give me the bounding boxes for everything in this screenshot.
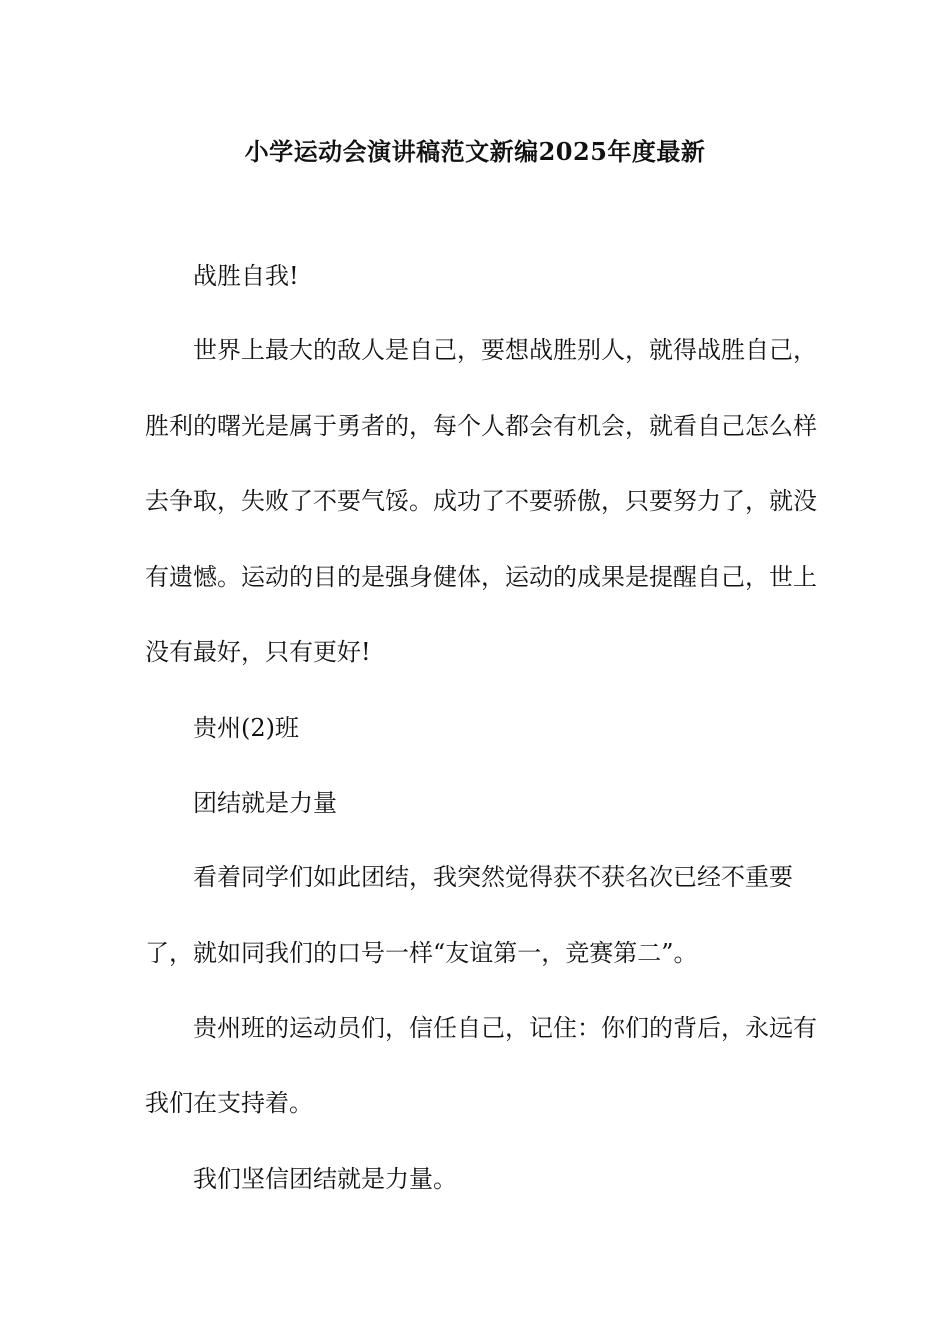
paragraph-7: 我们坚信团结就是力量。 (193, 1165, 457, 1193)
paragraph-6: 贵州班的运动员们，信任自己，记住：你们的背后，永远有我们在支持着。 (145, 1013, 817, 1118)
paragraph-5: 看着同学们如此团结，我突然觉得获不获名次已经不重要了，就如同我们的口号一样“友谊第一，竞赛第二”。 (145, 863, 793, 967)
document-title: 小学运动会演讲稿范文新编2025年度最新 (244, 137, 706, 166)
paragraph-2: 世界上最大的敌人是自己，要想战胜别人，就得战胜自己，胜利的曙光是属于勇者的，每个人都会有机会，就看自己怎么样去争取，失败了不要气馁。成功了不要骄傲，只要努力了，就没有遗憾。运动的目的是强身健体，运动的成果是提醒自己，世上没有最好，只有更好! (145, 336, 817, 667)
paragraph-1: 战胜自我! (193, 262, 299, 290)
paragraph-3: 贵州(2)班 (193, 714, 299, 742)
paragraph-4: 团结就是力量 (193, 789, 337, 817)
document-body (145, 257, 825, 1235)
